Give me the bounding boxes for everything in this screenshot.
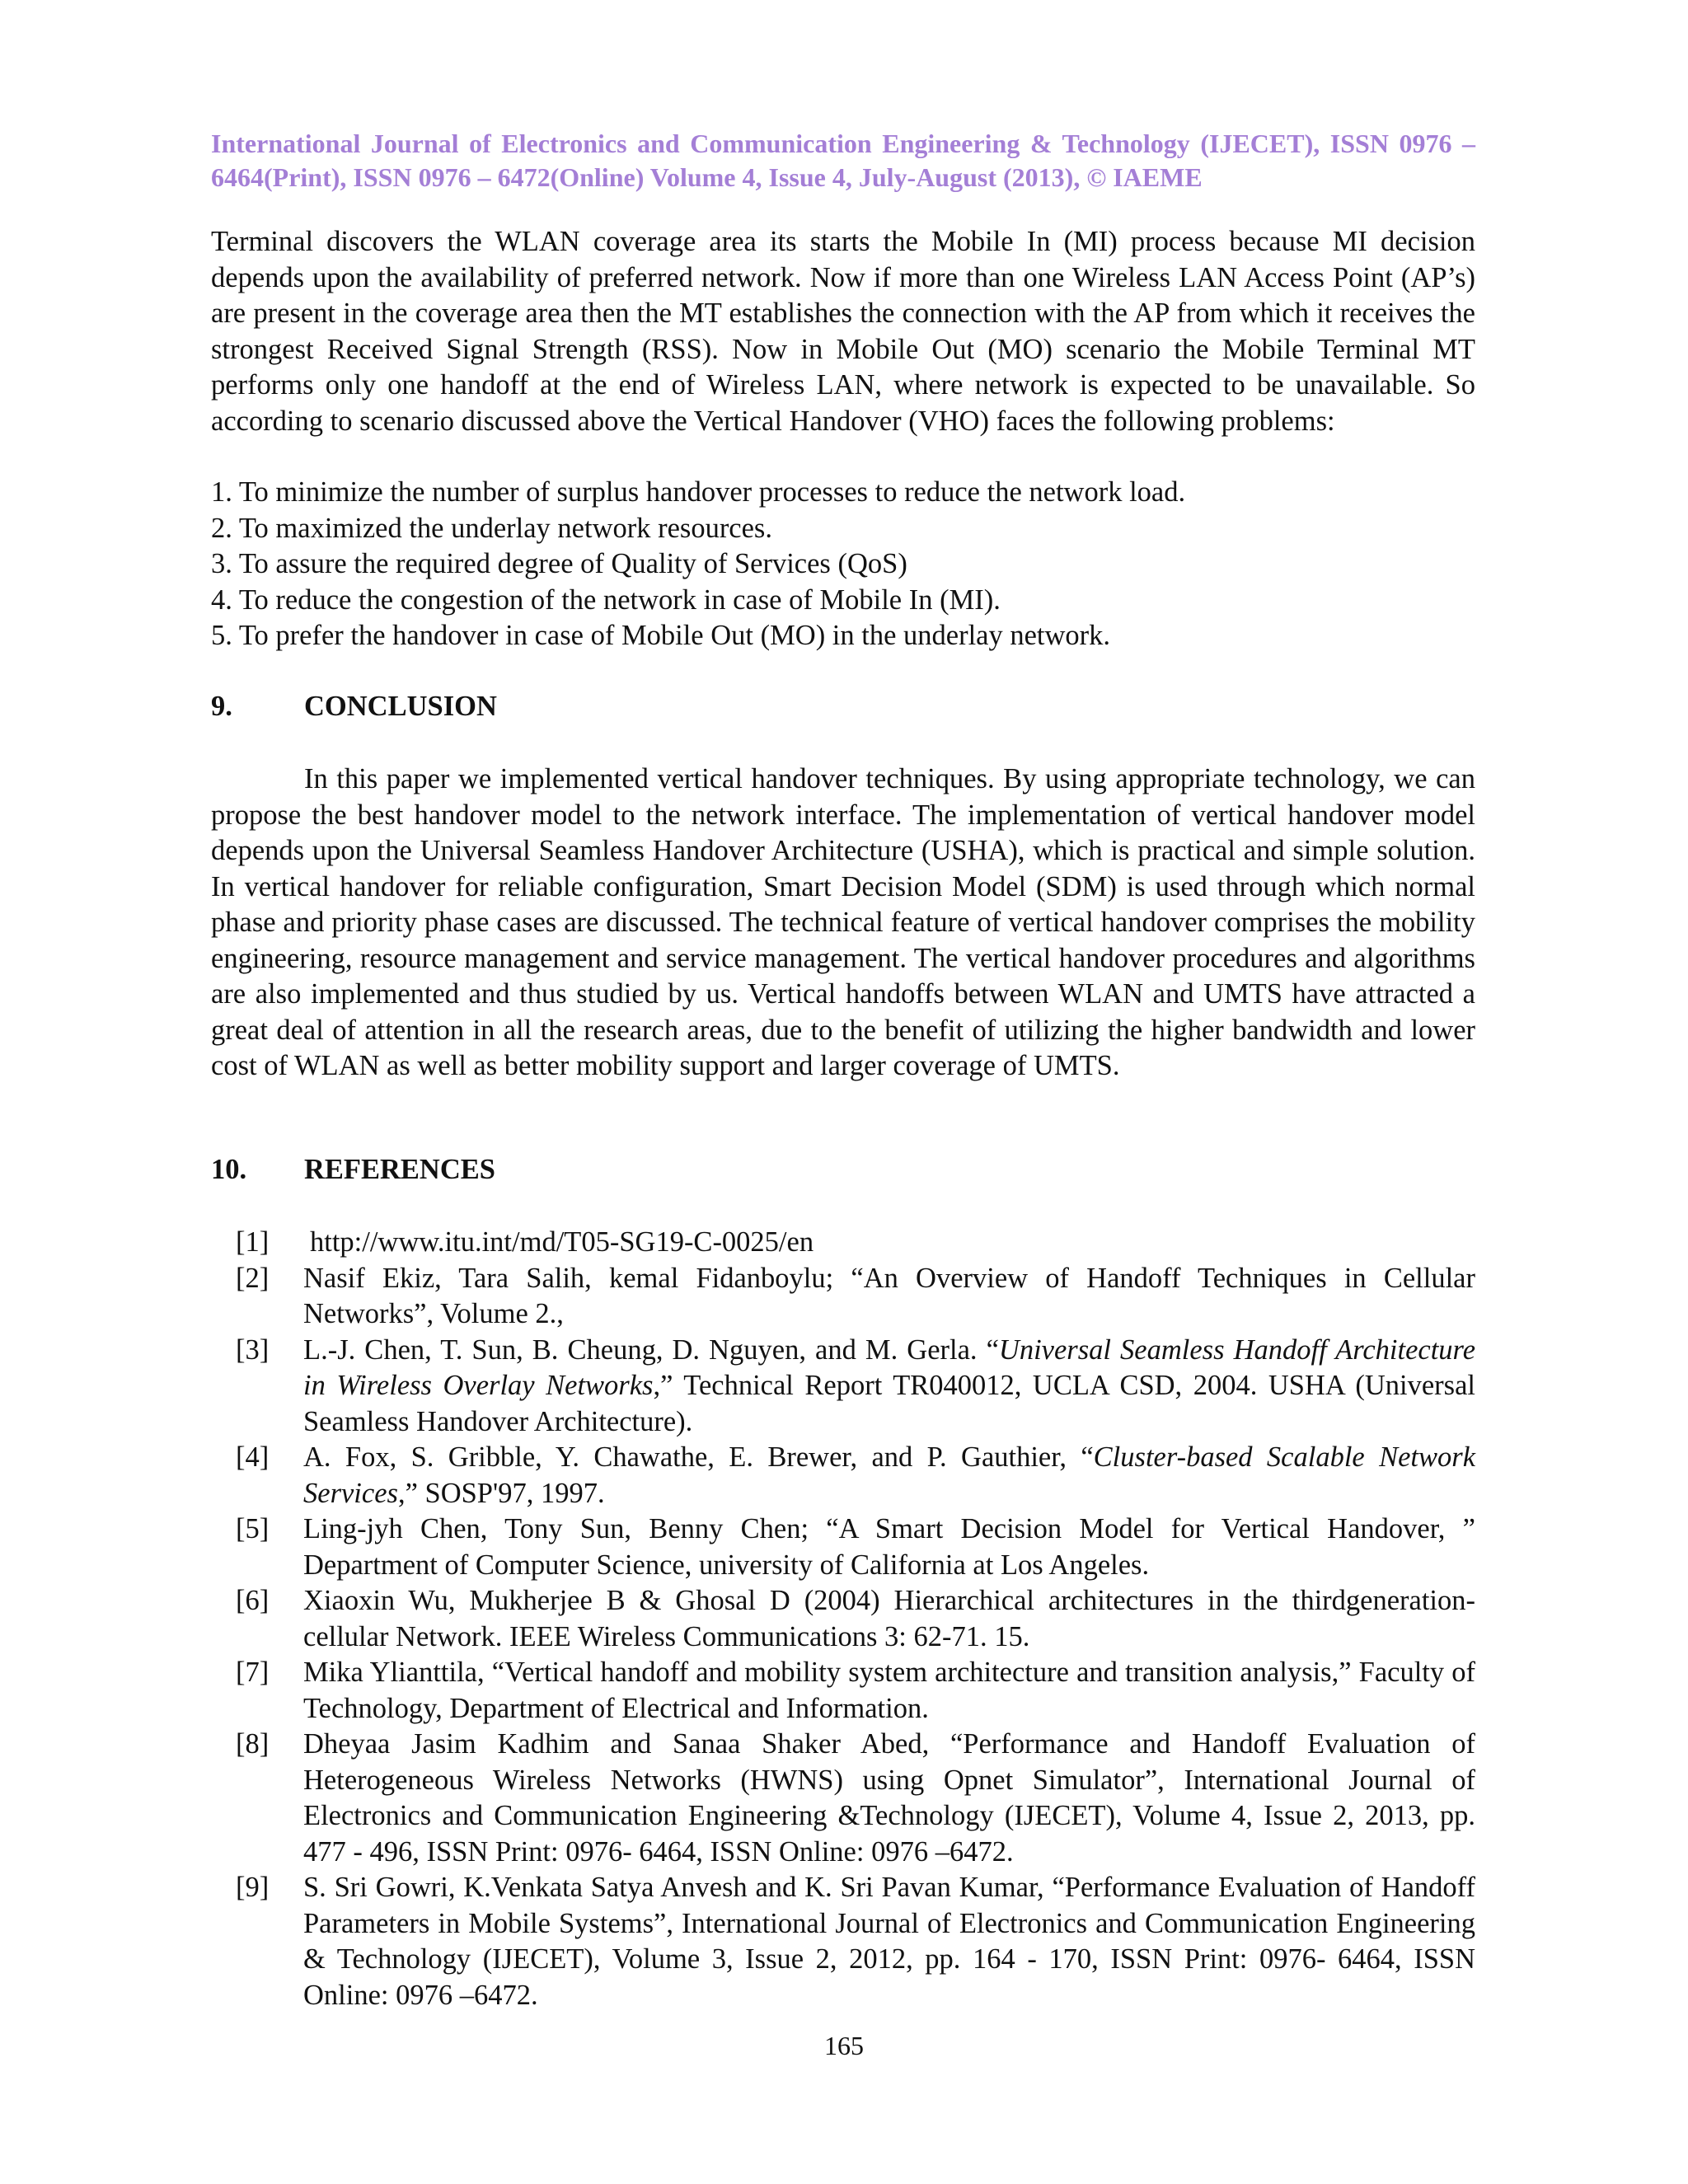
reference-item bbox=[211, 1440, 1475, 1511]
problem-item: 3. To assure the required degree of Quality of Services (QoS) bbox=[211, 548, 907, 579]
section-number: 10. bbox=[211, 1154, 247, 1185]
reference-number: [7] bbox=[236, 1657, 270, 1688]
reference-title: Cluster-based Scalable Network Services bbox=[303, 1441, 1476, 1509]
problem-item: 1. To minimize the number of surplus handover processes to reduce the network load. bbox=[211, 476, 1186, 508]
reference-number: [2] bbox=[236, 1262, 270, 1294]
reference-item bbox=[211, 1511, 1475, 1583]
reference-item bbox=[211, 1583, 1475, 1655]
reference-item bbox=[211, 1225, 1475, 1261]
reference-number: [9] bbox=[236, 1872, 270, 1903]
reference-source: ,” SOSP'97, 1997. bbox=[397, 1477, 605, 1509]
reference-text: Nasif Ekiz, Tara Salih, kemal Fidanboylu; “An Overview of Handoff Techniques in Cellular Networks”, Volume 2., bbox=[303, 1262, 1475, 1329]
problem-item: 5. To prefer the handover in case of Mobile Out (MO) in the underlay network. bbox=[211, 620, 1111, 651]
reference-item bbox=[211, 1870, 1475, 2013]
problem-item: 2. To maximized the underlay network resources. bbox=[211, 512, 772, 544]
reference-title: Universal Seamless Handoff Architecture in Wireless Overlay Networks bbox=[303, 1333, 1476, 1401]
reference-item bbox=[211, 1261, 1475, 1333]
reference-number: [3] bbox=[236, 1333, 270, 1366]
reference-text bbox=[303, 1333, 1475, 1441]
reference-number: [1] bbox=[236, 1226, 270, 1258]
reference-text: Mika Ylianttila, “Vertical handoff and mobility system architecture and transition analysis,” Faculty of Technology, Department of Electrical and Information. bbox=[303, 1657, 1475, 1724]
reference-item bbox=[211, 1333, 1475, 1441]
page-number: 165 bbox=[824, 2031, 864, 2060]
problem-item: 4. To reduce the congestion of the network in case of Mobile In (MI). bbox=[211, 583, 1001, 616]
journal-header: International Journal of Electronics and Communication Engineering & Technology (IJECET), ISSN 0976 – 6464(Print), ISSN 0976 – 6472(Online) Volume 4, Issue 4, July-August (2013), © IAEME bbox=[211, 129, 1475, 192]
reference-number: [8] bbox=[236, 1728, 270, 1760]
section-title: REFERENCES bbox=[304, 1154, 495, 1185]
references-list bbox=[211, 1225, 1475, 2013]
conclusion-text: In this paper we implemented vertical handover techniques. By using appropriate technology, we can propose the best handover model to the network interface. The implementation of vertical handover model depends upon the Universal Seamless Handover Architecture (USHA), which is practical and simple solution. In vertical handover for reliable configuration, Smart Decision Model (SDM) is used through which normal phase and priority phase cases are discussed. The technical feature of vertical handover comprises the mobility engineering, resource management and service management. The vertical handover procedures and algorithms are also implemented and thus studied by us. Vertical handoffs between WLAN and UMTS have attracted a great deal of attention in all the research areas, due to the benefit of utilizing the higher bandwidth and lower cost of WLAN as well as better mobility support and larger coverage of UMTS. bbox=[211, 763, 1475, 1081]
reference-text: Ling-jyh Chen, Tony Sun, Benny Chen; “A Smart Decision Model for Vertical Handover, ” Department of Computer Science, university of California at Los Angeles. bbox=[303, 1513, 1475, 1581]
references-heading bbox=[211, 1152, 495, 1188]
conclusion-heading bbox=[211, 689, 497, 725]
section-number: 9. bbox=[211, 691, 232, 722]
reference-link[interactable]: http://www.itu.int/md/T05-SG19-C-0025/en bbox=[310, 1226, 814, 1258]
reference-text bbox=[303, 1440, 1475, 1511]
reference-text: Dheyaa Jasim Kadhim and Sanaa Shaker Abed, “Performance and Handoff Evaluation of Heterogeneous Wireless Networks (HWNS) using Opnet Simulator”, International Journal of Electronics and Communication Engineering &Technology (IJECET), Volume 4, Issue 2, 2013, pp. 477 - 496, ISSN Print: 0976- 6464, ISSN Online: 0976 –6472. bbox=[303, 1728, 1475, 1868]
problems-list bbox=[211, 475, 1475, 654]
intro-paragraph: Terminal discovers the WLAN coverage area its starts the Mobile In (MI) process because MI decision depends upon the availability of preferred network. Now if more than one Wireless LAN Access Point (AP’s) are present in the coverage area then the MT establishes the connection with the AP from which it receives the strongest Received Signal Strength (RSS). Now in Mobile Out (MO) scenario the Mobile Terminal MT performs only one handoff at the end of Wireless LAN, where network is expected to be unavailable. So according to scenario discussed above the Vertical Handover (VHO) faces the following problems: bbox=[211, 226, 1475, 437]
reference-authors: L.-J. Chen, T. Sun, B. Cheung, D. Nguyen, and M. Gerla. “ bbox=[303, 1333, 999, 1366]
reference-text: S. Sri Gowri, K.Venkata Satya Anvesh and K. Sri Pavan Kumar, “Performance Evaluation of Handoff Parameters in Mobile Systems”, International Journal of Electronics and Communication Engineering & Technology (IJECET), Volume 3, Issue 2, 2012, pp. 164 - 170, ISSN Print: 0976- 6464, ISSN Online: 0976 –6472. bbox=[303, 1872, 1475, 2011]
reference-number: [4] bbox=[236, 1441, 270, 1473]
reference-text: Xiaoxin Wu, Mukherjee B & Ghosal D (2004) Hierarchical architectures in the thirdgeneration- cellular Network. IEEE Wireless Communications 3: 62-71. 15. bbox=[303, 1585, 1475, 1652]
reference-number: [6] bbox=[236, 1585, 270, 1616]
section-title: CONCLUSION bbox=[304, 691, 497, 722]
reference-item bbox=[211, 1727, 1475, 1870]
reference-number: [5] bbox=[236, 1513, 270, 1544]
reference-item bbox=[211, 1655, 1475, 1727]
conclusion-paragraph bbox=[211, 762, 1475, 1085]
reference-authors: A. Fox, S. Gribble, Y. Chawathe, E. Brewer, and P. Gauthier, “ bbox=[303, 1441, 1094, 1473]
reference-source: ,” Technical Report TR040012, UCLA CSD, 2004. USHA (Universal Seamless Handover Architecture). bbox=[303, 1370, 1475, 1437]
